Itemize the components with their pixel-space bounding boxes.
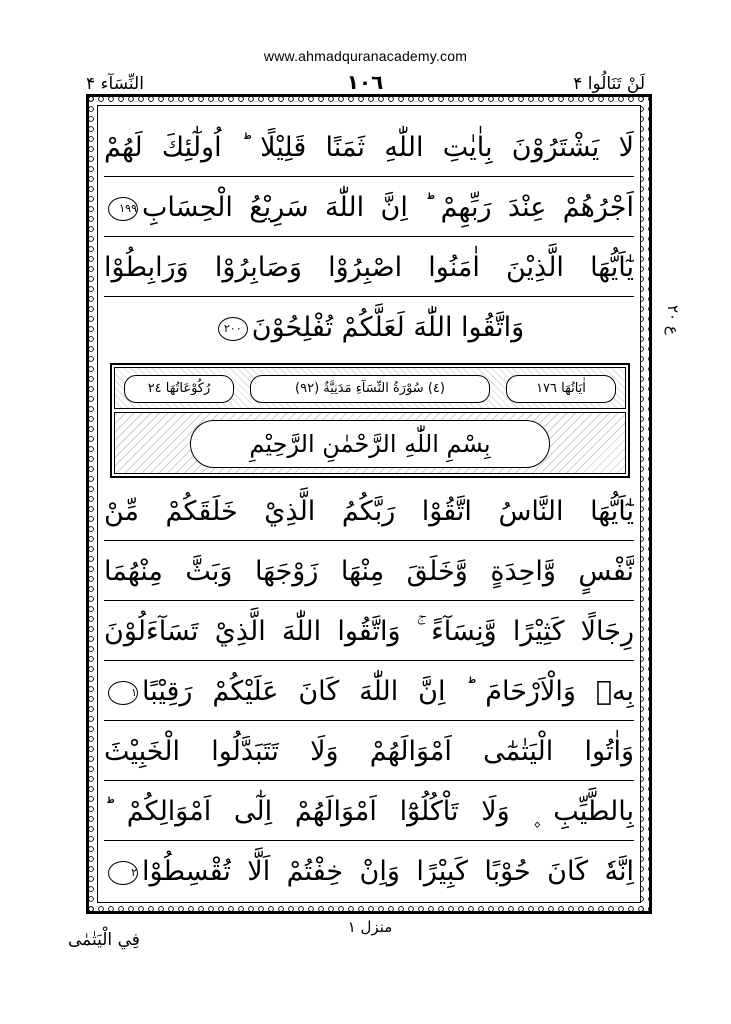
- verse-line-11: اِنَّهٗ كَانَ حُوْبًا كَبِيْرًا وَاِنْ خِفْتُمْ اَلَّا تُقْسِطُوْا٢: [104, 844, 634, 900]
- manzil-label: منزل ۱: [347, 918, 393, 936]
- line-separator: [104, 236, 634, 237]
- verse-line-4: وَاتَّقُوا اللّٰهَ لَعَلَّكُمْ تُفْلِحُوْنَ٢٠٠: [104, 300, 634, 356]
- line-separator: [104, 840, 634, 841]
- line-separator: [104, 296, 634, 297]
- ayah-marker-2: ٢: [108, 861, 138, 885]
- verse-line-9: وَاٰتُوا الْيَتٰمٰٓى اَمْوَالَهُمْ وَلَا تَتَبَدَّلُوا الْخَبِيْثَ: [104, 736, 634, 767]
- verse-line-6: نَّفْسٍ وَّاحِدَةٍ وَّخَلَقَ مِنْهَا زَوْجَهَا وَبَثَّ مِنْهُمَا: [104, 556, 634, 587]
- verse-line-3: يٰٓاَيُّهَا الَّذِيْنَ اٰمَنُوا اصْبِرُوْا وَصَابِرُوْا وَرَابِطُوْا: [104, 252, 634, 283]
- verse-line-10: بِالطَّيِّبِ ۪ وَلَا تَاْكُلُوْٓا اَمْوَالَهُمْ اِلٰٓى اَمْوَالِكُمْ ؕ: [104, 796, 634, 827]
- website-url: www.ahmadquranacademy.com: [263, 48, 468, 64]
- juz-running-header: لَنْ تَنَالُوا ۴: [573, 74, 645, 94]
- ayah-marker-1: ١: [108, 681, 138, 705]
- page-number: ١٠٦: [346, 70, 384, 94]
- verse-line-1: لَا يَشْتَرُوْنَ بِاٰيٰتِ اللّٰهِ ثَمَنًا قَلِيْلًا ؕ اُولٰٓئِكَ لَهُمْ: [104, 132, 634, 163]
- surah-ruku-count: رُكُوْعَاتُهَا ٢٤: [124, 375, 234, 403]
- line-separator: [104, 780, 634, 781]
- surah-title: (٤) سُوْرَةُ النِّسَآءِ مَدَنِيَّةٌ (٩٢): [250, 375, 490, 403]
- line-separator: [104, 540, 634, 541]
- ruku-side-mark: ع ٢٠: [664, 305, 682, 335]
- line-separator: [104, 720, 634, 721]
- verse-line-2: اَجْرُهُمْ عِنْدَ رَبِّهِمْ ؕ اِنَّ اللّٰهَ سَرِيْعُ الْحِسَابِ١٩٩: [104, 180, 634, 236]
- verse-line-8: بِهٖ وَالْاَرْحَامَ ؕ اِنَّ اللّٰهَ كَانَ عَلَيْكُمْ رَقِيْبًا١: [104, 664, 634, 720]
- line-separator: [104, 176, 634, 177]
- line-separator: [104, 660, 634, 661]
- verse-line-5: يٰٓاَيُّهَا النَّاسُ اتَّقُوْا رَبَّكُمُ الَّذِيْ خَلَقَكُمْ مِّنْ: [104, 496, 634, 527]
- verse-line-7: رِجَالًا كَثِيْرًا وَّنِسَآءً ۚ وَاتَّقُوا اللّٰهَ الَّذِيْ تَسَآءَلُوْنَ: [104, 616, 634, 647]
- catchword: فِي الْيَتٰمٰى: [68, 930, 140, 950]
- line-separator: [104, 600, 634, 601]
- surah-running-header: النِّسَآء ۴: [86, 74, 144, 94]
- ayah-marker-199: ١٩٩: [108, 197, 138, 221]
- ayah-marker-200: ٢٠٠: [218, 317, 248, 341]
- surah-ayat-count: اٰيَاتُهَا ١٧٦: [506, 375, 616, 403]
- bismillah: بِسْمِ اللّٰهِ الرَّحْمٰنِ الرَّحِيْمِ: [190, 420, 550, 468]
